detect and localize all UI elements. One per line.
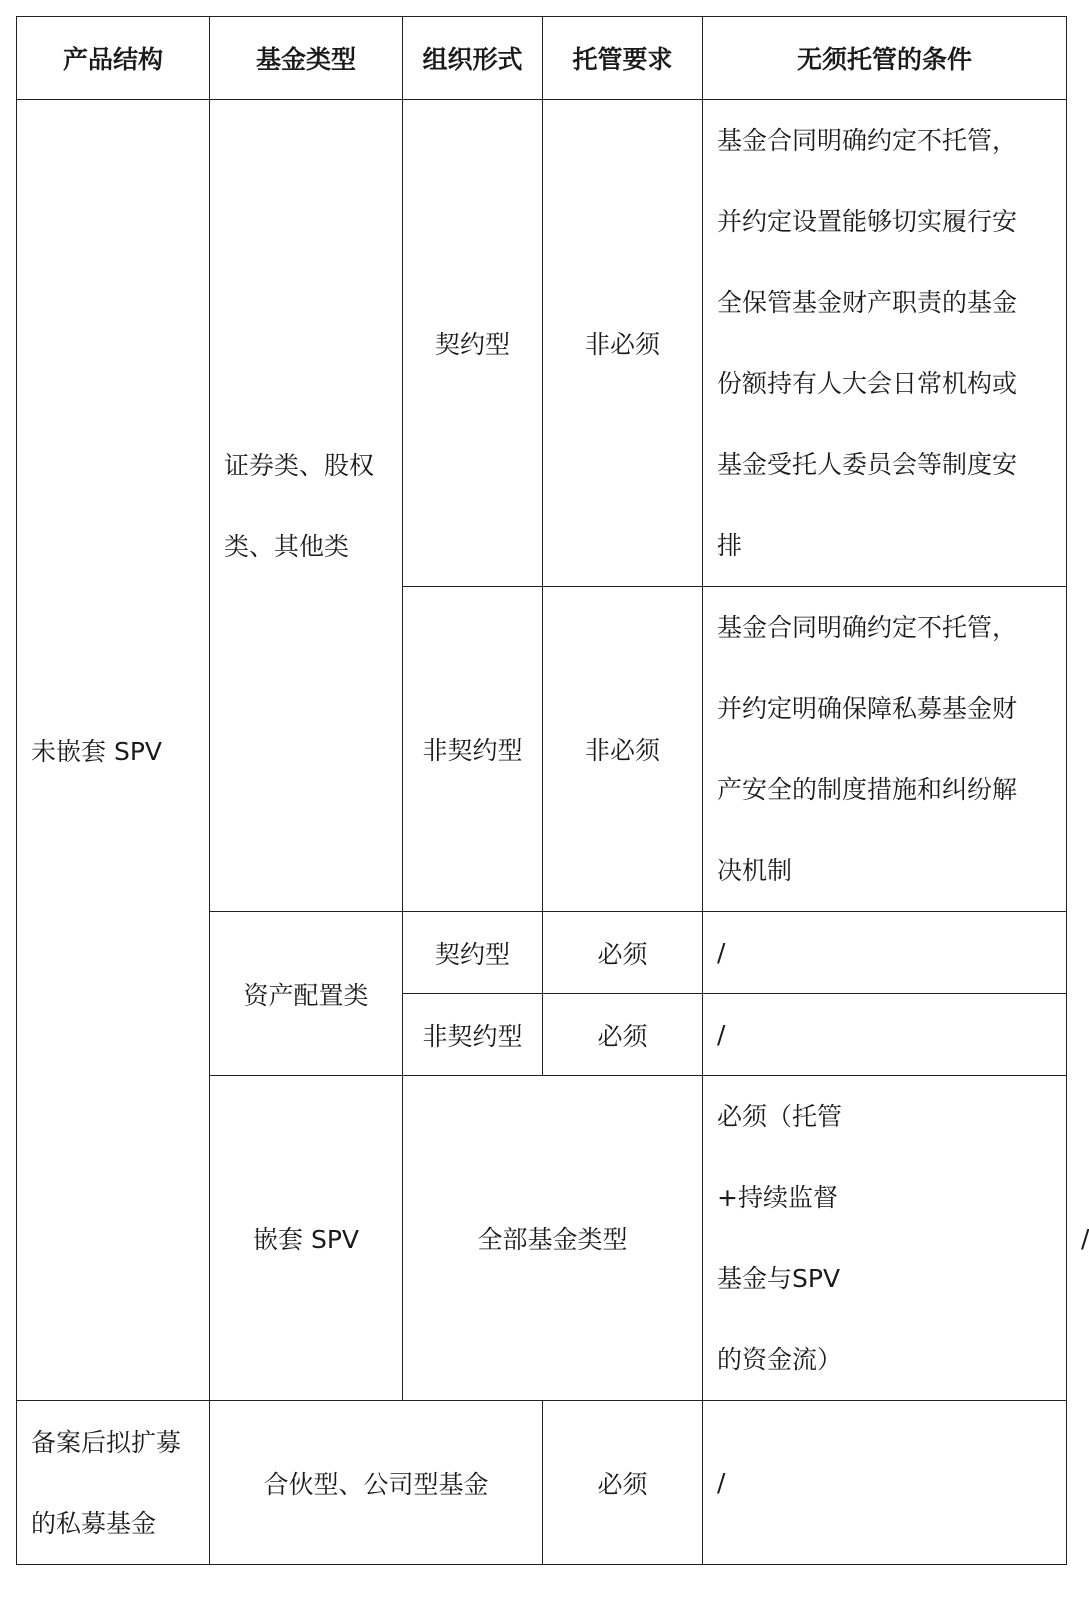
cell-condition-contract: [703, 100, 1067, 587]
cell-fundtype-all: 全部基金类型: [403, 1076, 703, 1401]
text-line: 基金合同明确约定不托管，: [717, 613, 1018, 642]
text-line: 备案后拟扩募: [31, 1427, 182, 1457]
cell-req-nested: [703, 1076, 1067, 1401]
table-row: [17, 1401, 1067, 1565]
header-no-custody-condition: 无须托管的条件: [703, 17, 1067, 100]
cell-req-mandatory: 必须: [543, 994, 703, 1076]
cell-structure-unnested: 未嵌套 SPV: [17, 100, 210, 1401]
cell-org-contract: 契约型: [403, 912, 543, 994]
cell-condition-none: /: [703, 1401, 1067, 1565]
text-line: +持续监督: [717, 1183, 838, 1212]
text-line: 基金合同明确约定不托管，: [717, 126, 1018, 155]
header-product-structure: 产品结构: [17, 17, 210, 100]
cell-condition-noncontract: [703, 587, 1067, 912]
text-line: 排: [717, 531, 743, 560]
text-line: 并约定设置能够切实履行安: [717, 207, 1018, 236]
cell-req-nonmandatory: 非必须: [543, 100, 703, 587]
cell-req-mandatory: 必须: [543, 1401, 703, 1565]
table-row: [17, 100, 1067, 587]
cell-fundtype-partnership: 合伙型、公司型基金: [210, 1401, 543, 1565]
text-line: 决机制: [717, 856, 793, 885]
header-organization-form: 组织形式: [403, 17, 543, 100]
header-row: [17, 17, 1067, 100]
text-line: 产安全的制度措施和纠纷解: [717, 775, 1018, 804]
cell-structure-expand: [17, 1401, 210, 1565]
text-line: 必须（托管: [717, 1102, 843, 1131]
custody-requirements-table: [16, 16, 1089, 1565]
cell-fundtype-securities: [210, 100, 403, 912]
cell-condition-none: /: [703, 994, 1067, 1076]
cell-req-mandatory: 必须: [543, 912, 703, 994]
cell-req-nonmandatory: 非必须: [543, 587, 703, 912]
text-line: 并约定明确保障私募基金财: [717, 694, 1018, 723]
text-line: 类、其他类: [224, 531, 350, 561]
text-line: 基金受托人委员会等制度安: [717, 450, 1018, 479]
table-row: 嵌套 SPV 全部基金类型 必须（托管 +持续监督 基金与SPV 的资金流） /: [17, 1076, 1067, 1401]
text-line: 证券类、股权: [224, 450, 375, 480]
header-fund-type: 基金类型: [210, 17, 403, 100]
text-line: 的私募基金: [31, 1508, 157, 1538]
text-line: 份额持有人大会日常机构或: [717, 369, 1018, 398]
cell-structure-nested: 嵌套 SPV: [210, 1076, 403, 1401]
cell-org-noncontract: 非契约型: [403, 587, 543, 912]
cell-condition-none: /: [703, 912, 1067, 994]
cell-org-noncontract: 非契约型: [403, 994, 543, 1076]
text-line: 全保管基金财产职责的基金: [717, 288, 1018, 317]
cell-fundtype-asset-allocation: 资产配置类: [210, 912, 403, 1076]
text-line: 的资金流）: [717, 1345, 843, 1374]
text-line: 基金与SPV: [717, 1264, 841, 1293]
header-custody-requirement: 托管要求: [543, 17, 703, 100]
cell-org-contract: 契约型: [403, 100, 543, 587]
